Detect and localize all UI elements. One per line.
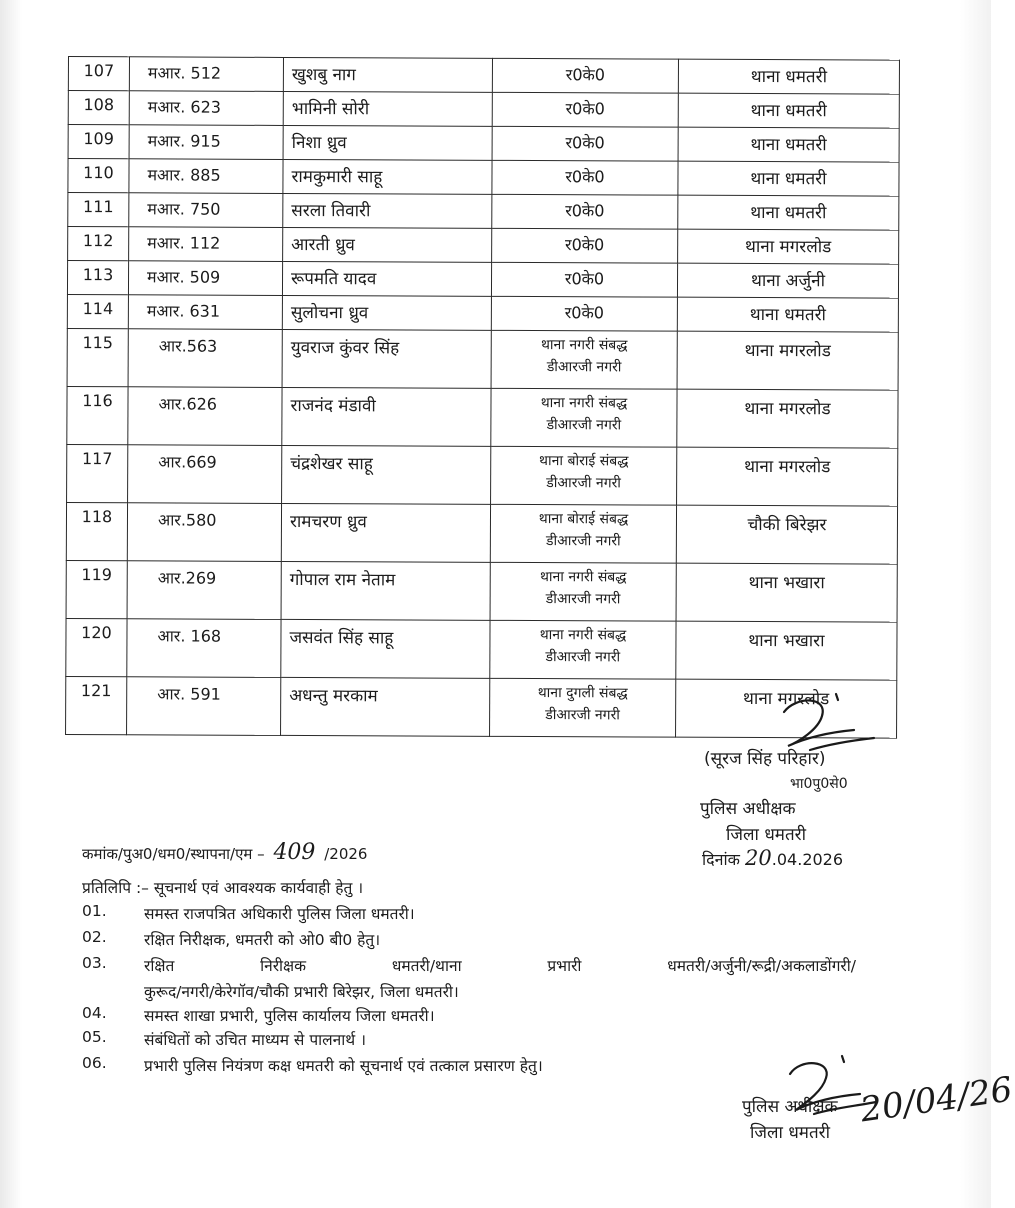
new-posting-cell: थाना धमतरी: [677, 297, 898, 332]
constable-number-cell: मआर. 112: [129, 227, 283, 262]
reference-handwritten-number: 409: [273, 840, 316, 865]
current-posting-cell: [492, 194, 678, 229]
new-posting-cell: थाना धमतरी: [678, 59, 899, 94]
reference-number: कमांक/पुअ0/धम0/स्थापना/एम – 409 /2026: [82, 840, 368, 865]
constable-number-cell: आर.269: [127, 561, 281, 620]
table-row: [66, 560, 897, 622]
serial-number-cell: 117: [67, 444, 128, 502]
current-posting-line: र0के0: [565, 99, 605, 119]
officer-service: भा0पु0से0: [790, 776, 848, 792]
constable-number-cell: मआर. 631: [128, 295, 282, 330]
current-posting-line: डीआरजी नगरी: [545, 707, 620, 724]
issue-date: दिनांक 20.04.2026: [702, 846, 844, 870]
new-posting-cell: थाना धमतरी: [678, 93, 899, 128]
new-posting-cell: थाना धमतरी: [678, 127, 899, 162]
current-posting-cell: [491, 296, 677, 331]
current-posting-cell: [491, 388, 677, 447]
current-posting-line: थाना नगरी संबद्ध: [540, 395, 628, 412]
table-row: [68, 91, 899, 129]
current-posting-line: र0के0: [565, 65, 606, 85]
current-posting-line: डीआरजी नगरी: [546, 417, 622, 434]
footer-district: जिला धमतरी: [750, 1123, 831, 1143]
current-posting-line: थाना बोराई संबद्ध: [539, 453, 629, 470]
table-row: [68, 125, 899, 163]
current-posting-line: थाना नगरी संबद्ध: [539, 627, 627, 644]
constable-number-cell: मआर. 915: [129, 125, 283, 160]
current-posting-line: र0के0: [565, 167, 605, 187]
serial-number-cell: 116: [67, 386, 128, 444]
constable-number-cell: आर.669: [128, 445, 282, 504]
new-posting-cell: थाना अर्जुनी: [677, 263, 898, 298]
serial-number-cell: 108: [68, 91, 129, 125]
employee-name-cell: रामचरण ध्रुव: [281, 503, 490, 562]
current-posting-cell: [490, 562, 676, 621]
table-row: [67, 328, 898, 390]
employee-name-cell: भामिनी सोरी: [283, 91, 492, 126]
table-row: [68, 193, 899, 231]
constable-number-cell: आर.563: [128, 329, 282, 388]
current-posting-line: डीआरजी नगरी: [545, 591, 621, 608]
employee-name-cell: आरती ध्रुव: [283, 227, 492, 262]
employee-name-cell: खुशबु नाग: [283, 57, 492, 92]
table-row: [67, 386, 898, 448]
table-row: [68, 227, 899, 265]
employee-name-cell: सुलोचना ध्रुव: [282, 295, 491, 330]
employee-name-cell: अधन्तु मरकाम: [281, 677, 490, 736]
employee-name-cell: सरला तिवारी: [283, 193, 492, 228]
current-posting-cell: [492, 126, 678, 161]
constable-number-cell: आर. 168: [127, 619, 281, 678]
document-page: 107 मआर. 512 खुशबु नाग र0के0 थाना धमतरी 108 मआर. 623 भामिनी सोरी र0के0 थाना धमतरी 109 मआर. 915 निशा ध्रुव र0के0 थाना धमतरी 110 मआर. 885 रामकुमारी साहू र0के0 थाना धमतरी 111 मआर. 750 सरला तिवारी र0के0 थाना धमतरी 112 मआर. 112 आरती ध्रुव र0के0 थाना मगरलोड 113 मआर. 509 रूपमति यादव र0के0 थाना अर्जुनी 114 मआर. 631 सुलोचना ध्रुव र0के0 थाना धमतरी 115 आर.563 युवराज कुंवर सिंह थाना नगरी संबद्ध डीआरजी नगरी थाना मगरलोड 116 आर.626 राजनंद मंडावी थाना नगरी संबद्ध डीआरजी नगरी थाना मगरलोड 117 आर.669 चंद्रशेखर साहू थाना बोराई संबद्ध डीआरजी नगरी थाना मगरलोड 118 आर.580 रामचरण ध्रुव थाना बोराई संबद्ध डीआरजी नगरी चौकी बिरेझर 119 आर.269 गोपाल राम नेताम थाना नगरी संबद्ध डीआरजी नगरी थाना भखारा 120 आर. 168 जसवंत सिंह साहू थाना नगरी संबद्ध डीआरजी नगरी थाना भखारा 121 आर. 591 अधन्तु मरकाम थाना दुगली संबद्ध डीआरजी नगरी थाना मगरलोड (सूरज सिंह परिहार) भा0पु0से0 पुलिस अधीक्षक जिला धमतरी कमांक/पुअ0/धम0/स्थापना/एम – 409 /2026 दिनांक 20.04.2026 प्रतिलिपि :– सूचनार्थ एवं आवश्यक कार्यवाही हेतु । 01. समस्त राजपत्रित अधिकारी पुलिस जिला धमतरी। 02. रक्षित निरीक्षक, धमतरी को ओ0 बी0 हेतु। 03. रक्षित निरीक्षक धमतरी/थाना प्रभारी धमतरी/अर्जुनी/रूद्री/अकलाडोंगरी/ कुरूद/नगरी/केरेगॉव/चौकी प्रभारी बिरेझर, जिला धमतरी। 04. समस्त शाखा प्रभारी, पुलिस कार्यालय जिला धमतरी। 05. संबंधितों को उचित माध्यम से पालनार्थ । 06. प्रभारी पुलिस नियंत्रण कक्ष धमतरी को सूचनार्थ एवं तत्काल प्रसारण हेतु। 20/04/26 पुलिस अधीक्षक जिला धमतरी: [0, 0, 991, 1208]
current-posting-line: डीआरजी नगरी: [546, 533, 621, 550]
officer-district: जिला धमतरी: [726, 825, 807, 845]
new-posting-cell: थाना मगरलोड: [676, 679, 897, 738]
current-posting-cell: [491, 330, 677, 389]
constable-number-cell: मआर. 512: [129, 57, 283, 92]
serial-number-cell: 119: [66, 560, 127, 618]
employee-name-cell: जसवंत सिंह साहू: [281, 619, 490, 678]
current-posting-line: र0के0: [565, 201, 605, 221]
current-posting-line: थाना नगरी संबद्ध: [540, 337, 628, 354]
table-row: [67, 261, 898, 299]
officer-name: (सूरज सिंह परिहार): [704, 749, 826, 769]
new-posting-cell: थाना धमतरी: [678, 161, 899, 196]
current-posting-line: डीआरजी नगरी: [546, 475, 621, 492]
new-posting-cell: थाना धमतरी: [678, 195, 899, 230]
serial-number-cell: 109: [68, 125, 129, 159]
current-posting-cell: [492, 92, 678, 127]
current-posting-line: र0के0: [565, 133, 605, 153]
constable-number-cell: मआर. 509: [128, 261, 282, 296]
current-posting-cell: [490, 620, 676, 679]
current-posting-cell: [491, 446, 677, 505]
current-posting-line: डीआरजी नगरी: [546, 359, 622, 376]
footer-designation: पुलिस अधीक्षक: [742, 1097, 838, 1117]
current-posting-line: र0के0: [565, 235, 605, 255]
employee-name-cell: रामकुमारी साहू: [283, 159, 492, 194]
current-posting-line: र0के0: [564, 269, 605, 289]
current-posting-cell: [490, 504, 676, 563]
table-row: [66, 618, 897, 680]
serial-number-cell: 112: [68, 227, 129, 261]
current-posting-cell: [492, 228, 678, 263]
table-row: [67, 294, 898, 332]
employee-name-cell: निशा ध्रुव: [283, 125, 492, 160]
employee-name-cell: राजनंद मंडावी: [282, 387, 491, 446]
serial-number-cell: 115: [67, 328, 128, 386]
table-row: [68, 159, 899, 197]
constable-number-cell: मआर. 885: [129, 159, 283, 194]
table-row: [68, 57, 899, 95]
employee-name-cell: रूपमति यादव: [282, 261, 491, 296]
serial-number-cell: 111: [68, 193, 129, 227]
new-posting-cell: थाना भखारा: [676, 563, 897, 622]
serial-number-cell: 121: [66, 676, 127, 734]
copy-heading: प्रतिलिपि :– सूचनार्थ एवं आवश्यक कार्यवाही हेतु ।: [82, 879, 364, 897]
current-posting-cell: [492, 160, 678, 195]
new-posting-cell: थाना भखारा: [676, 621, 897, 680]
current-posting-line: र0के0: [564, 303, 605, 323]
employee-name-cell: चंद्रशेखर साहू: [282, 445, 491, 504]
current-posting-line: थाना दुगली संबद्ध: [537, 685, 628, 702]
officer-designation: पुलिस अधीक्षक: [700, 799, 796, 819]
employee-name-cell: गोपाल राम नेताम: [281, 561, 490, 620]
handwritten-date: 20/04/26: [857, 1069, 1015, 1131]
serial-number-cell: 110: [68, 159, 129, 193]
current-posting-cell: [491, 262, 677, 297]
constable-number-cell: आर. 591: [127, 677, 281, 736]
table-row: [67, 444, 898, 506]
constable-number-cell: मआर. 750: [129, 193, 283, 228]
constable-number-cell: आर.626: [128, 387, 282, 446]
current-posting-line: थाना नगरी संबद्ध: [539, 569, 627, 586]
serial-number-cell: 107: [68, 57, 129, 91]
serial-number-cell: 120: [66, 618, 127, 676]
current-posting-cell: [490, 678, 676, 737]
current-posting-cell: [492, 58, 678, 93]
constable-number-cell: आर.580: [127, 503, 281, 562]
current-posting-line: डीआरजी नगरी: [545, 649, 621, 666]
new-posting-cell: थाना मगरलोड: [677, 447, 898, 506]
new-posting-cell: थाना मगरलोड: [677, 331, 898, 390]
new-posting-cell: थाना मगरलोड: [678, 229, 899, 264]
transfer-table: [65, 56, 900, 739]
serial-number-cell: 114: [67, 294, 128, 328]
employee-name-cell: युवराज कुंवर सिंह: [282, 329, 491, 388]
constable-number-cell: मआर. 623: [129, 91, 283, 126]
serial-number-cell: 118: [66, 502, 127, 560]
new-posting-cell: थाना मगरलोड: [677, 389, 898, 448]
table-row: [66, 502, 897, 564]
current-posting-line: थाना बोराई संबद्ध: [538, 511, 629, 528]
new-posting-cell: चौकी बिरेझर: [676, 505, 897, 564]
serial-number-cell: 113: [67, 261, 128, 295]
